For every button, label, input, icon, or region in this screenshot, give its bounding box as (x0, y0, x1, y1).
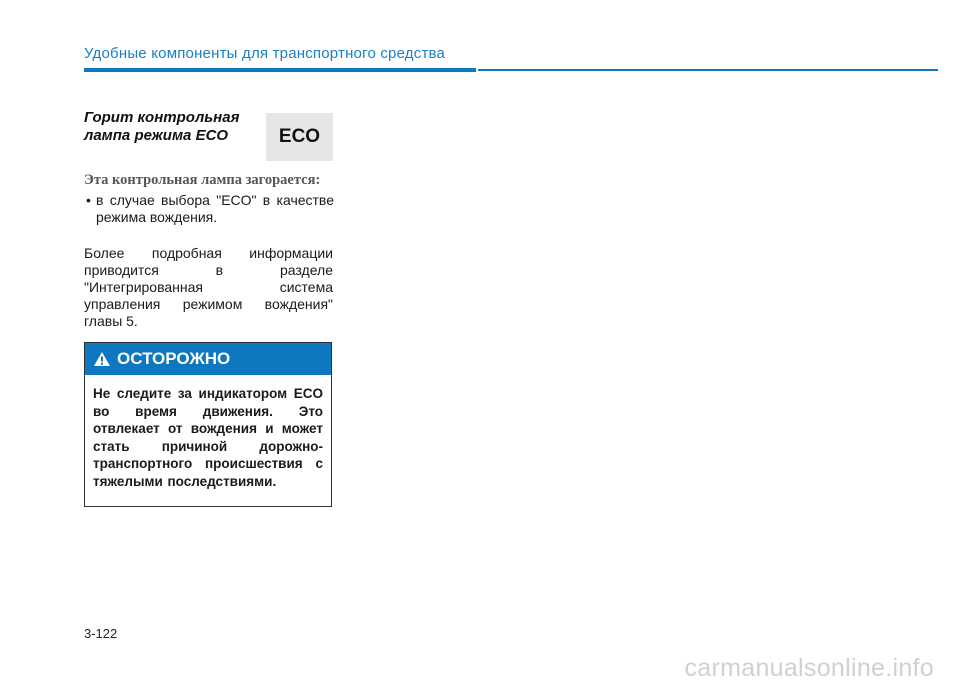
body-paragraph: Более подробная информации приводится в разделе "Интегрированная система управления режимом вождения" главы 5. (84, 245, 333, 329)
list-item (84, 192, 334, 226)
list-item-text: в случае выбора "ECO" в качестве режима вождения. (96, 192, 334, 225)
watermark: carmanualsonline.info (684, 654, 934, 682)
section-heading: Горит контрольная лампа режима ECO (84, 109, 240, 144)
bullet-icon: • (86, 192, 91, 208)
warning-title: ОСТОРОЖНО (117, 349, 231, 368)
page-header-title: Удобные компоненты для транспортного средства (84, 45, 446, 62)
warning-triangle-icon (93, 351, 111, 367)
header-rule-thin (478, 69, 938, 71)
section-subheading: Эта контрольная лампа загорается: (84, 172, 321, 188)
warning-box (84, 342, 332, 507)
page-number: 3-122 (84, 626, 118, 641)
header-rule (84, 68, 938, 72)
header-rule-thick (84, 68, 476, 72)
warning-header (85, 343, 331, 375)
warning-text: Не следите за индикатором ECO во время движения. Это отвлекает от вождения и может стать причиной дорожно-транспортного происшествия с тяжелыми последствиями. (93, 386, 323, 489)
eco-indicator-icon: ECO (266, 113, 333, 161)
